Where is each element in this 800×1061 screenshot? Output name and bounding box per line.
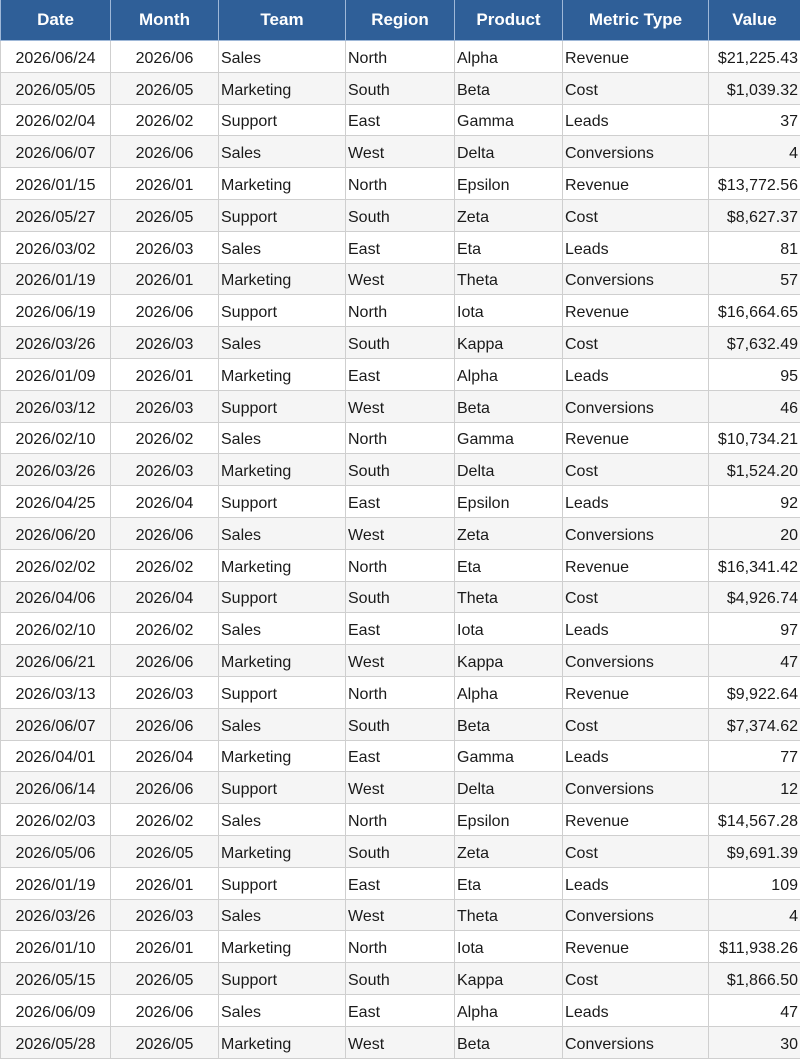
cell-team[interactable]: Sales xyxy=(219,41,346,73)
cell-value[interactable]: $21,225.43 xyxy=(709,41,800,73)
cell-region[interactable]: West xyxy=(346,772,455,804)
cell-value[interactable]: 92 xyxy=(709,486,800,518)
cell-date[interactable]: 2026/05/05 xyxy=(1,72,111,104)
cell-month[interactable]: 2026/05 xyxy=(111,963,219,995)
cell-date[interactable]: 2026/03/26 xyxy=(1,899,111,931)
cell-region[interactable]: North xyxy=(346,931,455,963)
table-row xyxy=(1,931,800,963)
cell-metric-type[interactable]: Conversions xyxy=(563,1026,709,1058)
cell-date[interactable]: 2026/01/09 xyxy=(1,358,111,390)
table-row xyxy=(1,263,800,295)
cell-date[interactable]: 2026/02/03 xyxy=(1,804,111,836)
table-row xyxy=(1,804,800,836)
column-header-region[interactable]: Region xyxy=(346,0,455,41)
table-row xyxy=(1,390,800,422)
cell-metric-type[interactable]: Leads xyxy=(563,231,709,263)
cell-value[interactable]: $10,734.21 xyxy=(709,422,800,454)
cell-product[interactable]: Delta xyxy=(455,136,563,168)
cell-team[interactable]: Support xyxy=(219,963,346,995)
cell-date[interactable]: 2026/04/06 xyxy=(1,581,111,613)
cell-date[interactable]: 2026/06/21 xyxy=(1,645,111,677)
cell-month[interactable]: 2026/03 xyxy=(111,676,219,708)
cell-value[interactable]: 12 xyxy=(709,772,800,804)
cell-product[interactable]: Kappa xyxy=(455,645,563,677)
cell-value[interactable]: $8,627.37 xyxy=(709,199,800,231)
cell-date[interactable]: 2026/05/28 xyxy=(1,1026,111,1058)
table-row xyxy=(1,168,800,200)
table-row xyxy=(1,835,800,867)
table-row xyxy=(1,867,800,899)
table-row xyxy=(1,358,800,390)
cell-value[interactable]: 30 xyxy=(709,1026,800,1058)
cell-month[interactable]: 2026/05 xyxy=(111,72,219,104)
cell-region[interactable]: South xyxy=(346,454,455,486)
cell-month[interactable]: 2026/06 xyxy=(111,645,219,677)
cell-product[interactable]: Kappa xyxy=(455,327,563,359)
cell-date[interactable]: 2026/01/19 xyxy=(1,263,111,295)
cell-metric-type[interactable]: Revenue xyxy=(563,41,709,73)
cell-team[interactable]: Marketing xyxy=(219,645,346,677)
table-row xyxy=(1,422,800,454)
cell-month[interactable]: 2026/03 xyxy=(111,899,219,931)
cell-date[interactable]: 2026/03/02 xyxy=(1,231,111,263)
cell-date[interactable]: 2026/05/27 xyxy=(1,199,111,231)
cell-team[interactable]: Support xyxy=(219,295,346,327)
table-row xyxy=(1,645,800,677)
cell-product[interactable]: Iota xyxy=(455,295,563,327)
column-header-value[interactable]: Value xyxy=(709,0,800,41)
cell-date[interactable]: 2026/05/06 xyxy=(1,835,111,867)
cell-value[interactable]: 47 xyxy=(709,994,800,1026)
cell-month[interactable]: 2026/04 xyxy=(111,740,219,772)
cell-value[interactable]: 4 xyxy=(709,899,800,931)
cell-metric-type[interactable]: Cost xyxy=(563,963,709,995)
cell-team[interactable]: Support xyxy=(219,104,346,136)
cell-date[interactable]: 2026/04/01 xyxy=(1,740,111,772)
cell-metric-type[interactable]: Conversions xyxy=(563,517,709,549)
cell-value[interactable]: 97 xyxy=(709,613,800,645)
cell-metric-type[interactable]: Conversions xyxy=(563,390,709,422)
cell-product[interactable]: Gamma xyxy=(455,104,563,136)
cell-value[interactable]: 57 xyxy=(709,263,800,295)
column-header-metric-type[interactable]: Metric Type xyxy=(563,0,709,41)
cell-metric-type[interactable]: Conversions xyxy=(563,136,709,168)
cell-product[interactable]: Delta xyxy=(455,772,563,804)
cell-date[interactable]: 2026/02/10 xyxy=(1,613,111,645)
cell-month[interactable]: 2026/01 xyxy=(111,867,219,899)
cell-region[interactable]: North xyxy=(346,168,455,200)
cell-product[interactable]: Beta xyxy=(455,72,563,104)
cell-region[interactable]: East xyxy=(346,613,455,645)
table-body xyxy=(1,41,800,1059)
cell-team[interactable]: Sales xyxy=(219,517,346,549)
cell-value[interactable]: $1,866.50 xyxy=(709,963,800,995)
cell-metric-type[interactable]: Cost xyxy=(563,199,709,231)
cell-team[interactable]: Support xyxy=(219,772,346,804)
cell-value[interactable]: 46 xyxy=(709,390,800,422)
cell-value[interactable]: $16,341.42 xyxy=(709,549,800,581)
cell-team[interactable]: Support xyxy=(219,199,346,231)
cell-value[interactable]: 95 xyxy=(709,358,800,390)
cell-metric-type[interactable]: Revenue xyxy=(563,676,709,708)
cell-team[interactable]: Marketing xyxy=(219,263,346,295)
cell-month[interactable]: 2026/02 xyxy=(111,613,219,645)
cell-team[interactable]: Marketing xyxy=(219,168,346,200)
cell-product[interactable]: Alpha xyxy=(455,41,563,73)
cell-date[interactable]: 2026/01/15 xyxy=(1,168,111,200)
cell-region[interactable]: South xyxy=(346,708,455,740)
table-row xyxy=(1,1026,800,1058)
cell-region[interactable]: East xyxy=(346,486,455,518)
cell-product[interactable]: Beta xyxy=(455,708,563,740)
cell-region[interactable]: East xyxy=(346,740,455,772)
cell-value[interactable]: 81 xyxy=(709,231,800,263)
table-row xyxy=(1,486,800,518)
cell-team[interactable]: Support xyxy=(219,676,346,708)
table-row xyxy=(1,549,800,581)
cell-product[interactable]: Theta xyxy=(455,263,563,295)
cell-region[interactable]: West xyxy=(346,1026,455,1058)
cell-team[interactable]: Sales xyxy=(219,708,346,740)
cell-month[interactable]: 2026/06 xyxy=(111,41,219,73)
cell-value[interactable]: 20 xyxy=(709,517,800,549)
cell-product[interactable]: Epsilon xyxy=(455,804,563,836)
cell-team[interactable]: Support xyxy=(219,581,346,613)
table-row xyxy=(1,613,800,645)
cell-product[interactable]: Epsilon xyxy=(455,168,563,200)
cell-month[interactable]: 2026/05 xyxy=(111,1026,219,1058)
cell-region[interactable]: North xyxy=(346,295,455,327)
cell-metric-type[interactable]: Revenue xyxy=(563,168,709,200)
cell-metric-type[interactable]: Revenue xyxy=(563,549,709,581)
cell-metric-type[interactable]: Leads xyxy=(563,994,709,1026)
cell-metric-type[interactable]: Conversions xyxy=(563,899,709,931)
cell-date[interactable]: 2026/02/10 xyxy=(1,422,111,454)
cell-month[interactable]: 2026/06 xyxy=(111,772,219,804)
table-row xyxy=(1,295,800,327)
table-row xyxy=(1,772,800,804)
cell-region[interactable]: North xyxy=(346,676,455,708)
cell-product[interactable]: Alpha xyxy=(455,676,563,708)
cell-month[interactable]: 2026/06 xyxy=(111,517,219,549)
cell-month[interactable]: 2026/01 xyxy=(111,931,219,963)
cell-value[interactable]: 109 xyxy=(709,867,800,899)
cell-month[interactable]: 2026/02 xyxy=(111,549,219,581)
cell-metric-type[interactable]: Cost xyxy=(563,454,709,486)
cell-metric-type[interactable]: Leads xyxy=(563,358,709,390)
cell-metric-type[interactable]: Revenue xyxy=(563,931,709,963)
header-row xyxy=(1,0,800,41)
cell-metric-type[interactable]: Cost xyxy=(563,327,709,359)
cell-region[interactable]: South xyxy=(346,581,455,613)
cell-month[interactable]: 2026/03 xyxy=(111,327,219,359)
cell-value[interactable]: $7,374.62 xyxy=(709,708,800,740)
cell-region[interactable]: North xyxy=(346,422,455,454)
cell-region[interactable]: West xyxy=(346,645,455,677)
cell-date[interactable]: 2026/05/15 xyxy=(1,963,111,995)
cell-product[interactable]: Alpha xyxy=(455,358,563,390)
table-row xyxy=(1,199,800,231)
cell-product[interactable]: Gamma xyxy=(455,422,563,454)
cell-team[interactable]: Marketing xyxy=(219,72,346,104)
cell-region[interactable]: North xyxy=(346,549,455,581)
cell-product[interactable]: Zeta xyxy=(455,835,563,867)
cell-team[interactable]: Marketing xyxy=(219,1026,346,1058)
cell-region[interactable]: South xyxy=(346,72,455,104)
cell-date[interactable]: 2026/02/02 xyxy=(1,549,111,581)
cell-region[interactable]: North xyxy=(346,804,455,836)
cell-metric-type[interactable]: Leads xyxy=(563,867,709,899)
cell-product[interactable]: Beta xyxy=(455,1026,563,1058)
cell-team[interactable]: Sales xyxy=(219,994,346,1026)
cell-month[interactable]: 2026/06 xyxy=(111,708,219,740)
cell-team[interactable]: Sales xyxy=(219,422,346,454)
cell-metric-type[interactable]: Revenue xyxy=(563,295,709,327)
column-header-date[interactable]: Date xyxy=(1,0,111,41)
cell-team[interactable]: Marketing xyxy=(219,549,346,581)
table-row xyxy=(1,740,800,772)
table-row xyxy=(1,963,800,995)
cell-value[interactable]: $9,691.39 xyxy=(709,835,800,867)
column-header-team[interactable]: Team xyxy=(219,0,346,41)
cell-team[interactable]: Marketing xyxy=(219,358,346,390)
table-row xyxy=(1,72,800,104)
cell-team[interactable]: Marketing xyxy=(219,740,346,772)
cell-region[interactable]: North xyxy=(346,41,455,73)
cell-metric-type[interactable]: Cost xyxy=(563,835,709,867)
table-row xyxy=(1,136,800,168)
cell-date[interactable]: 2026/01/19 xyxy=(1,867,111,899)
cell-value[interactable]: $11,938.26 xyxy=(709,931,800,963)
cell-date[interactable]: 2026/06/09 xyxy=(1,994,111,1026)
table-header xyxy=(1,0,800,41)
table-row xyxy=(1,231,800,263)
table-row xyxy=(1,327,800,359)
cell-team[interactable]: Sales xyxy=(219,327,346,359)
cell-product[interactable]: Beta xyxy=(455,390,563,422)
cell-product[interactable]: Kappa xyxy=(455,963,563,995)
cell-metric-type[interactable]: Leads xyxy=(563,740,709,772)
cell-product[interactable]: Delta xyxy=(455,454,563,486)
cell-month[interactable]: 2026/01 xyxy=(111,263,219,295)
cell-value[interactable]: $1,524.20 xyxy=(709,454,800,486)
cell-date[interactable]: 2026/03/12 xyxy=(1,390,111,422)
cell-value[interactable]: $1,039.32 xyxy=(709,72,800,104)
cell-team[interactable]: Support xyxy=(219,486,346,518)
cell-metric-type[interactable]: Conversions xyxy=(563,772,709,804)
cell-month[interactable]: 2026/05 xyxy=(111,199,219,231)
cell-team[interactable]: Sales xyxy=(219,136,346,168)
cell-product[interactable]: Iota xyxy=(455,931,563,963)
cell-team[interactable]: Sales xyxy=(219,613,346,645)
cell-region[interactable]: South xyxy=(346,835,455,867)
table-row xyxy=(1,994,800,1026)
cell-product[interactable]: Epsilon xyxy=(455,486,563,518)
cell-product[interactable]: Zeta xyxy=(455,517,563,549)
cell-product[interactable]: Gamma xyxy=(455,740,563,772)
cell-metric-type[interactable]: Conversions xyxy=(563,263,709,295)
cell-region[interactable]: East xyxy=(346,358,455,390)
cell-region[interactable]: West xyxy=(346,263,455,295)
cell-region[interactable]: West xyxy=(346,517,455,549)
cell-product[interactable]: Theta xyxy=(455,899,563,931)
cell-metric-type[interactable]: Cost xyxy=(563,708,709,740)
table-row xyxy=(1,104,800,136)
cell-region[interactable]: West xyxy=(346,136,455,168)
table-row xyxy=(1,517,800,549)
cell-month[interactable]: 2026/01 xyxy=(111,168,219,200)
table-row xyxy=(1,581,800,613)
cell-month[interactable]: 2026/06 xyxy=(111,994,219,1026)
cell-product[interactable]: Iota xyxy=(455,613,563,645)
cell-date[interactable]: 2026/06/24 xyxy=(1,41,111,73)
cell-team[interactable]: Support xyxy=(219,867,346,899)
cell-metric-type[interactable]: Cost xyxy=(563,581,709,613)
cell-month[interactable]: 2026/02 xyxy=(111,422,219,454)
cell-month[interactable]: 2026/03 xyxy=(111,454,219,486)
cell-value[interactable]: $4,926.74 xyxy=(709,581,800,613)
cell-date[interactable]: 2026/06/19 xyxy=(1,295,111,327)
cell-region[interactable]: West xyxy=(346,899,455,931)
cell-metric-type[interactable]: Cost xyxy=(563,72,709,104)
table-row xyxy=(1,41,800,73)
cell-region[interactable]: South xyxy=(346,963,455,995)
cell-region[interactable]: East xyxy=(346,994,455,1026)
cell-product[interactable]: Alpha xyxy=(455,994,563,1026)
cell-product[interactable]: Zeta xyxy=(455,199,563,231)
cell-date[interactable]: 2026/03/26 xyxy=(1,454,111,486)
cell-team[interactable]: Marketing xyxy=(219,931,346,963)
cell-value[interactable]: $16,664.65 xyxy=(709,295,800,327)
cell-month[interactable]: 2026/05 xyxy=(111,835,219,867)
cell-date[interactable]: 2026/06/07 xyxy=(1,136,111,168)
cell-date[interactable]: 2026/03/13 xyxy=(1,676,111,708)
cell-month[interactable]: 2026/03 xyxy=(111,231,219,263)
cell-region[interactable]: South xyxy=(346,327,455,359)
cell-value[interactable]: $14,567.28 xyxy=(709,804,800,836)
cell-team[interactable]: Sales xyxy=(219,231,346,263)
column-header-month[interactable]: Month xyxy=(111,0,219,41)
table-row xyxy=(1,899,800,931)
table-row xyxy=(1,708,800,740)
cell-team[interactable]: Support xyxy=(219,390,346,422)
cell-metric-type[interactable]: Revenue xyxy=(563,804,709,836)
cell-month[interactable]: 2026/03 xyxy=(111,390,219,422)
cell-team[interactable]: Marketing xyxy=(219,835,346,867)
cell-team[interactable]: Sales xyxy=(219,899,346,931)
cell-metric-type[interactable]: Revenue xyxy=(563,422,709,454)
cell-date[interactable]: 2026/02/04 xyxy=(1,104,111,136)
cell-metric-type[interactable]: Leads xyxy=(563,613,709,645)
cell-metric-type[interactable]: Leads xyxy=(563,486,709,518)
cell-region[interactable]: East xyxy=(346,231,455,263)
cell-value[interactable]: 37 xyxy=(709,104,800,136)
cell-value[interactable]: 4 xyxy=(709,136,800,168)
cell-month[interactable]: 2026/02 xyxy=(111,104,219,136)
cell-product[interactable]: Eta xyxy=(455,867,563,899)
cell-product[interactable]: Eta xyxy=(455,549,563,581)
cell-metric-type[interactable]: Leads xyxy=(563,104,709,136)
cell-value[interactable]: $7,632.49 xyxy=(709,327,800,359)
table-row xyxy=(1,676,800,708)
column-header-product[interactable]: Product xyxy=(455,0,563,41)
cell-date[interactable]: 2026/04/25 xyxy=(1,486,111,518)
cell-region[interactable]: West xyxy=(346,390,455,422)
cell-date[interactable]: 2026/03/26 xyxy=(1,327,111,359)
cell-month[interactable]: 2026/06 xyxy=(111,295,219,327)
cell-date[interactable]: 2026/06/07 xyxy=(1,708,111,740)
cell-value[interactable]: 47 xyxy=(709,645,800,677)
cell-product[interactable]: Eta xyxy=(455,231,563,263)
cell-month[interactable]: 2026/02 xyxy=(111,804,219,836)
cell-product[interactable]: Theta xyxy=(455,581,563,613)
cell-date[interactable]: 2026/01/10 xyxy=(1,931,111,963)
cell-team[interactable]: Marketing xyxy=(219,454,346,486)
cell-month[interactable]: 2026/04 xyxy=(111,486,219,518)
cell-date[interactable]: 2026/06/20 xyxy=(1,517,111,549)
cell-month[interactable]: 2026/06 xyxy=(111,136,219,168)
cell-month[interactable]: 2026/01 xyxy=(111,358,219,390)
table-row xyxy=(1,454,800,486)
cell-team[interactable]: Sales xyxy=(219,804,346,836)
cell-value[interactable]: $13,772.56 xyxy=(709,168,800,200)
cell-month[interactable]: 2026/04 xyxy=(111,581,219,613)
cell-region[interactable]: East xyxy=(346,867,455,899)
cell-region[interactable]: South xyxy=(346,199,455,231)
cell-value[interactable]: 77 xyxy=(709,740,800,772)
cell-region[interactable]: East xyxy=(346,104,455,136)
cell-date[interactable]: 2026/06/14 xyxy=(1,772,111,804)
cell-metric-type[interactable]: Conversions xyxy=(563,645,709,677)
cell-value[interactable]: $9,922.64 xyxy=(709,676,800,708)
